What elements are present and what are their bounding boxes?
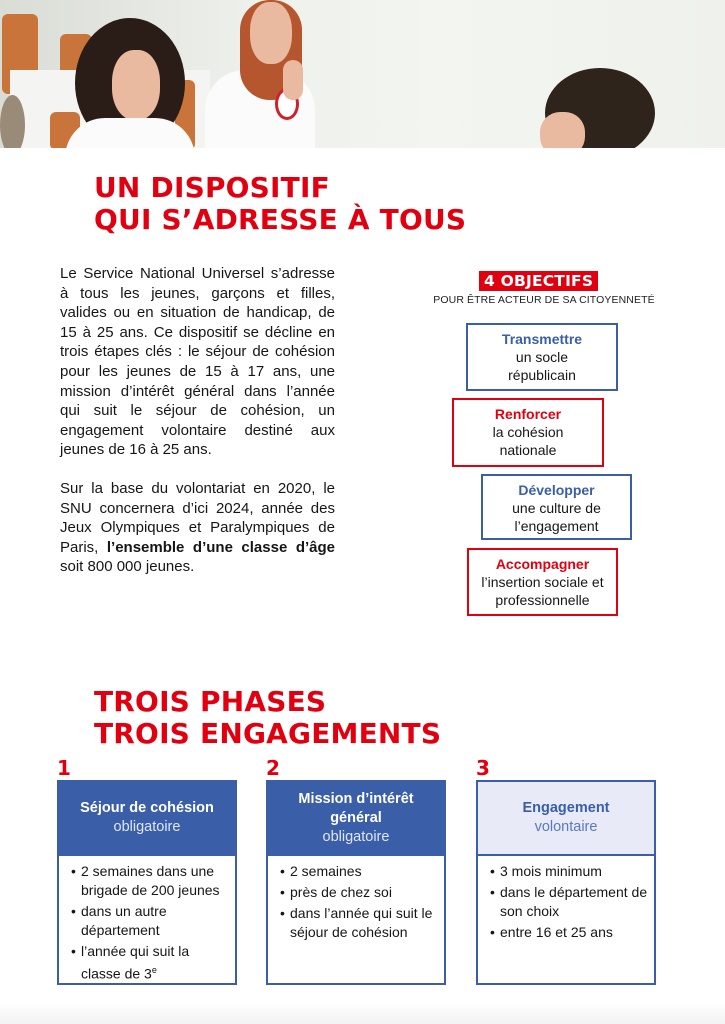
phase-number-1: 1 bbox=[57, 756, 71, 780]
intro-paragraph-1: Le Service National Universel s’adresse à tous les jeunes, garçons et filles, valides ou en situation de handicap, de 15 à 25 ans. Ce dispositif se décline en trois étapes clés : le séjour de cohésion pour les jeunes de 15 à 17 ans, une mission d’intérêt général dans l’année qui suit le séjour de cohésion, un engagement volontaire destiné aux jeunes de 16 à 25 ans. bbox=[60, 265, 335, 459]
section-title-phases bbox=[94, 686, 441, 750]
objective-text: une culture de l’engagement bbox=[512, 500, 601, 534]
bullet-item: • dans un autre département bbox=[71, 902, 229, 940]
phase-bullets bbox=[268, 856, 444, 942]
objective-card-accompagner bbox=[467, 548, 618, 616]
objective-text: la cohésion nationale bbox=[492, 424, 564, 458]
text-span: soit 800 000 jeunes. bbox=[60, 558, 195, 576]
phase-header bbox=[59, 782, 235, 856]
phase-number-2: 2 bbox=[266, 756, 280, 780]
bullet-text: l’année qui suit la classe de 3 bbox=[81, 943, 190, 982]
title-line: TROIS PHASES bbox=[94, 685, 327, 718]
bullet-item: • entre 16 et 25 ans bbox=[490, 923, 648, 942]
phase-subtitle: obligatoire bbox=[322, 828, 390, 845]
objective-keyword: Accompagner bbox=[495, 556, 590, 572]
phase-title: Engagement bbox=[522, 800, 610, 816]
title-line: UN DISPOSITIF bbox=[94, 171, 330, 204]
bullet-item bbox=[71, 942, 229, 984]
phase-card-mission bbox=[266, 780, 446, 985]
hero-photo bbox=[0, 0, 725, 150]
bullet-item: • dans l’année qui suit le séjour de cohésion bbox=[280, 904, 438, 942]
section-title-dispositif bbox=[94, 172, 466, 236]
phase-card-engagement bbox=[476, 780, 656, 985]
phase-subtitle: obligatoire bbox=[113, 819, 181, 835]
objective-text: un socle républicain bbox=[508, 349, 576, 383]
objectives-subtitle: POUR ÊTRE ACTEUR DE SA CITOYENNETÉ bbox=[433, 294, 655, 306]
bullet-item: • dans le département de son choix bbox=[490, 883, 648, 921]
bullet-item: • 2 semaines bbox=[280, 862, 438, 881]
intro-text bbox=[60, 264, 335, 596]
phase-title: Séjour de cohésion bbox=[80, 800, 214, 816]
page-bottom-edge bbox=[0, 1002, 725, 1024]
bullet-item: • 3 mois minimum bbox=[490, 862, 648, 881]
objectives-title: 4 OBJECTIFS bbox=[479, 271, 598, 291]
objective-card-transmettre bbox=[466, 323, 618, 391]
text-span: Sur la base du volontariat en 2020, le SNU concernera d’ici 2024, année des Jeux Olympiques et Paralympiques de Paris, bbox=[60, 479, 335, 556]
phase-card-sejour bbox=[57, 780, 237, 985]
phase-subtitle: volontaire bbox=[534, 819, 598, 835]
objective-keyword: Transmettre bbox=[501, 331, 583, 347]
phase-header bbox=[268, 782, 444, 856]
phase-bullets bbox=[59, 856, 235, 984]
phase-number-3: 3 bbox=[476, 756, 490, 780]
intro-paragraph-2 bbox=[60, 479, 335, 577]
emphasis-text: l’ensemble d’une classe d’âge bbox=[106, 538, 335, 556]
bullet-item: • 2 semaines dans une brigade de 200 jeunes bbox=[71, 862, 229, 900]
objective-card-renforcer bbox=[452, 398, 604, 467]
phase-header bbox=[478, 782, 654, 856]
phase-title: Mission d’intérêt général bbox=[298, 790, 414, 826]
objective-keyword: Renforcer bbox=[494, 406, 562, 422]
bullet-item: • près de chez soi bbox=[280, 883, 438, 902]
title-line: TROIS ENGAGEMENTS bbox=[94, 717, 442, 750]
objective-card-developper bbox=[481, 474, 632, 540]
objective-text: l’insertion sociale et professionnelle bbox=[481, 574, 604, 608]
title-line: QUI S’ADRESSE À TOUS bbox=[94, 203, 467, 236]
phase-bullets bbox=[478, 856, 654, 942]
superscript: e bbox=[151, 965, 157, 975]
objective-keyword: Développer bbox=[518, 482, 595, 498]
